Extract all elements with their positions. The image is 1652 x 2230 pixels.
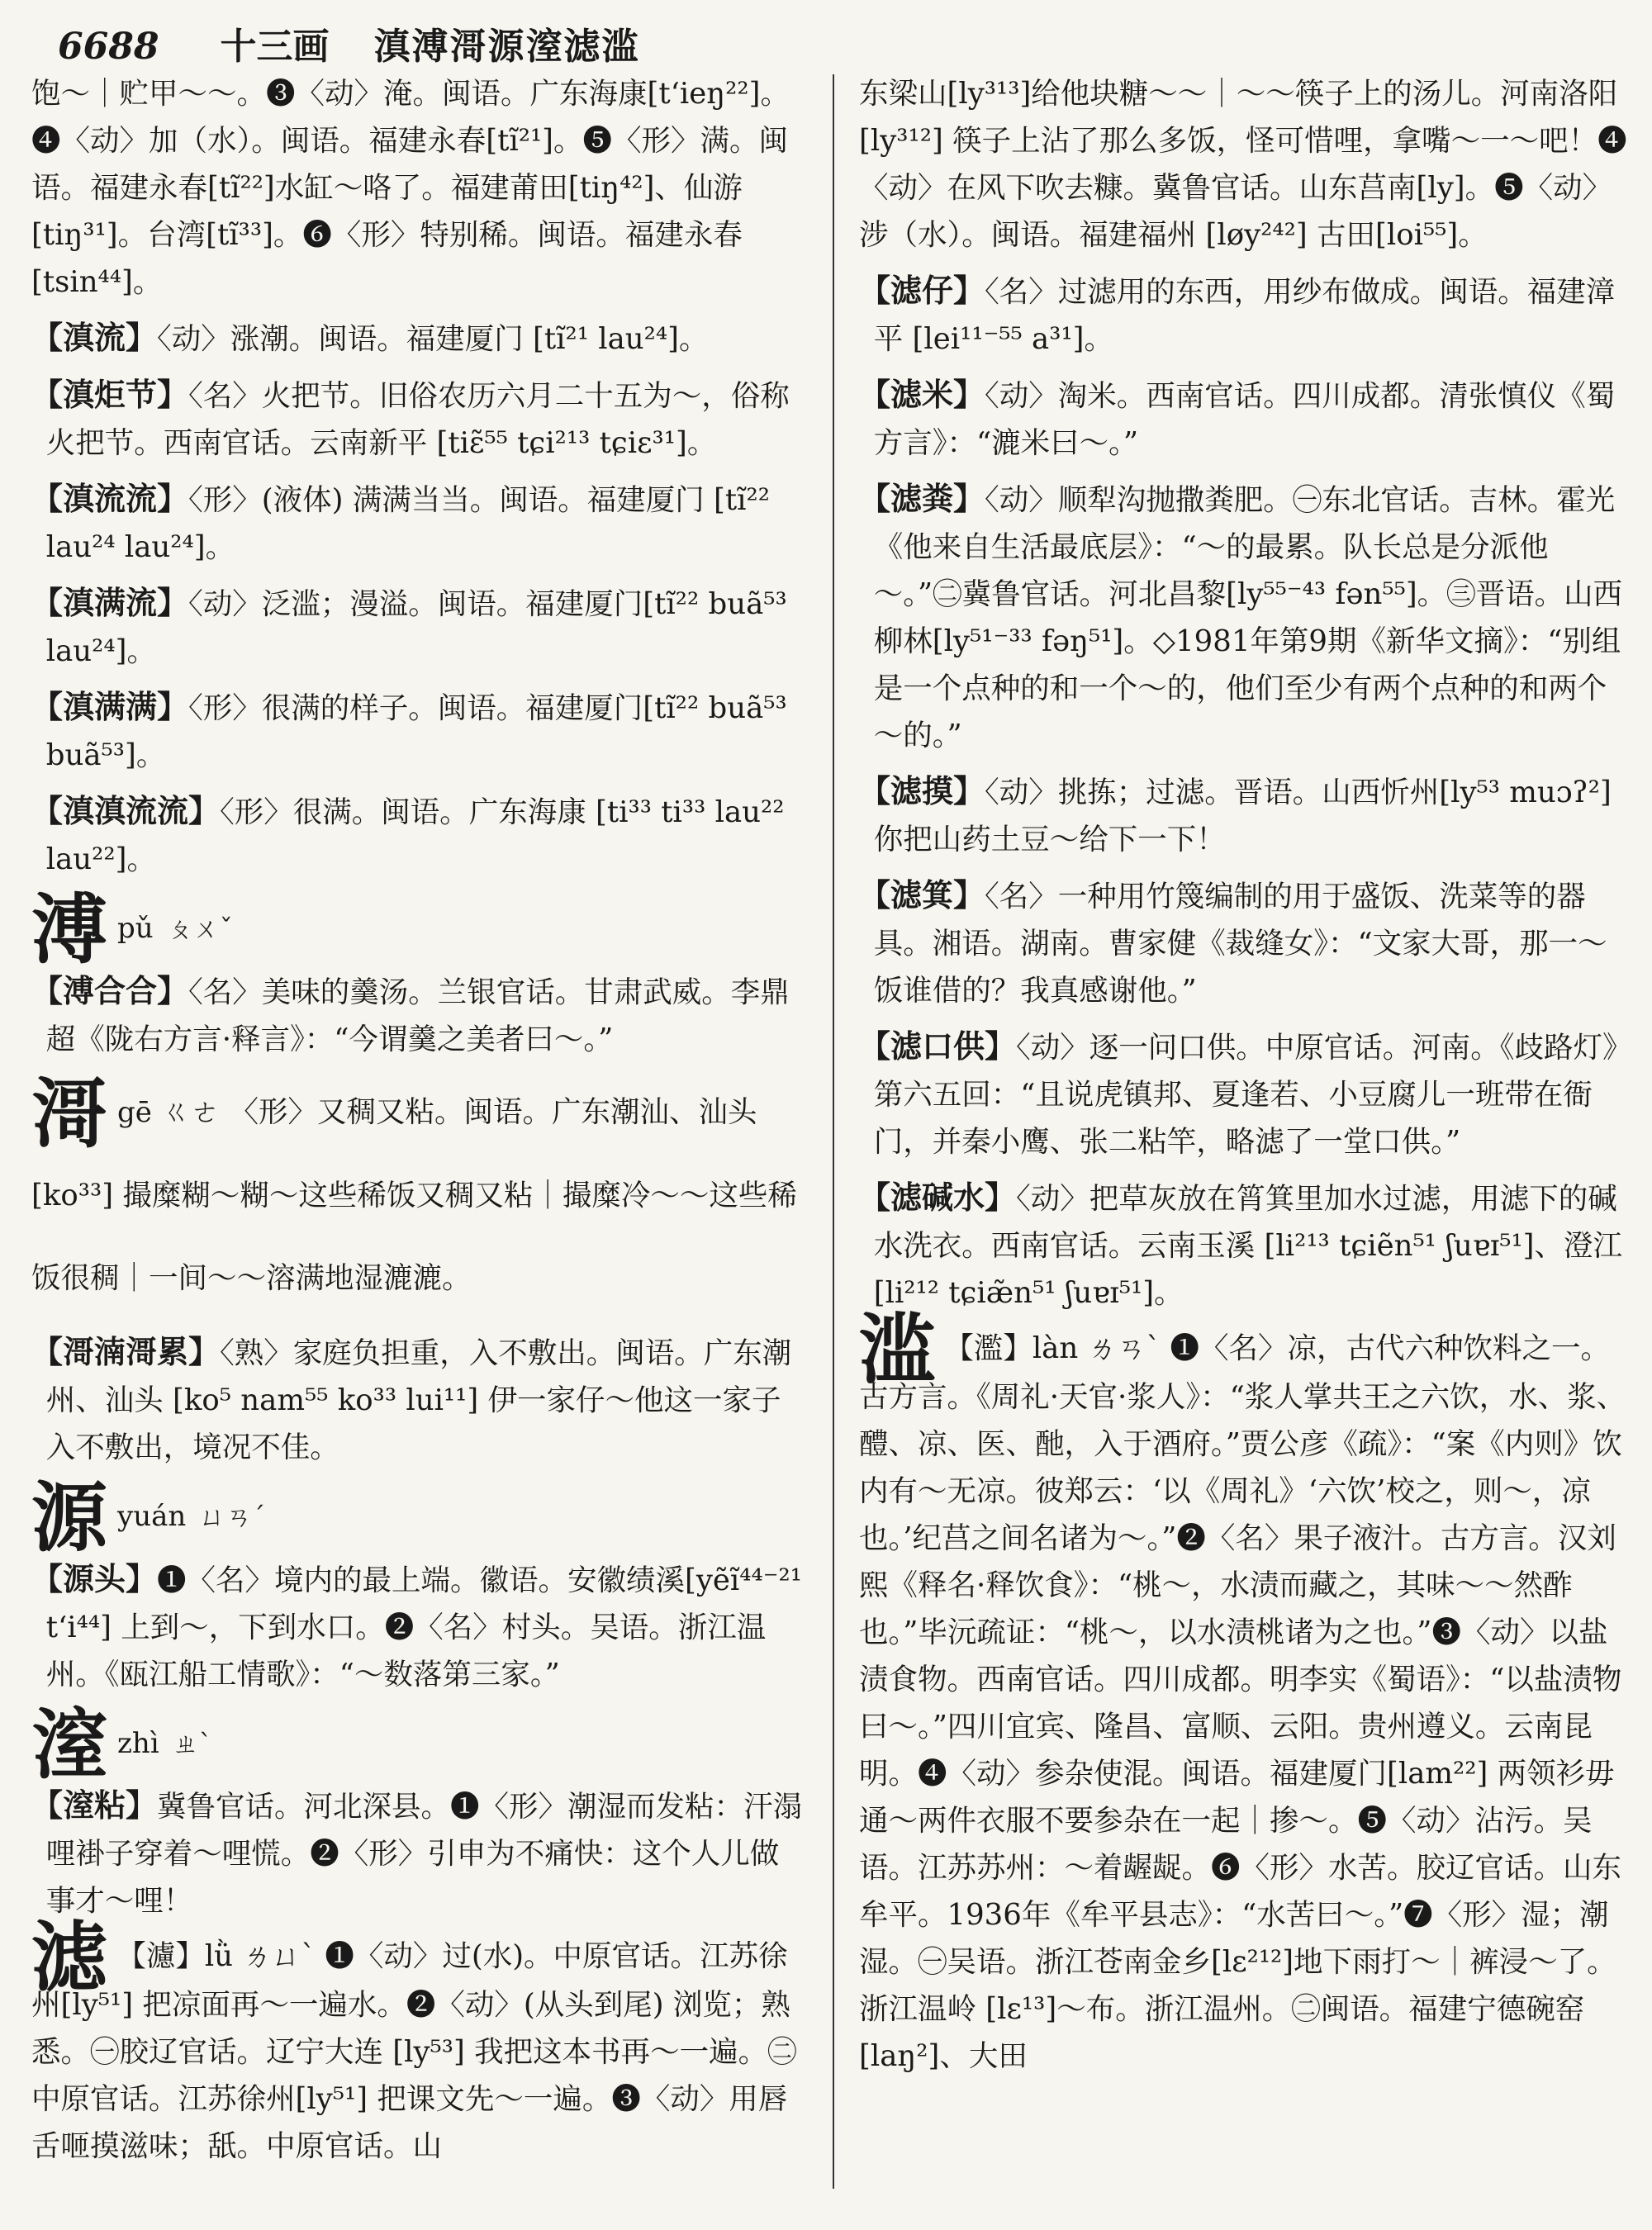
entry-body: 〈动〉把草灰放在筲箕里加水过滤，用滤下的碱水洗衣。西南官话。云南玉溪 [li²¹³ tɕiẽn⁵¹ ʃuɐɪ⁵¹]、澄江 [li²¹² tɕiæ̃n⁵¹ ʃuɐɪ⁵¹]。 xyxy=(873,1182,1623,1310)
header-chars: 滇溥滒源潌滤滥 xyxy=(373,26,640,68)
entry xyxy=(31,475,804,571)
continued-entry: 饱～｜贮甲～～。❸〈动〉淹。闽语。广东海康[t‘ieŋ²²]。❹〈动〉加（水）。闽语。福建永春[tĩ²¹]。❺〈形〉满。闽语。福建永春[tĩ²²]水缸～咯了。福建莆田[tiŋ⁴²]、仙游[tiŋ³¹]。台湾[tĩ³³]。❻〈形〉特别稀。闽语。福建永春[tsin⁴⁴]。 xyxy=(31,77,790,299)
headword-body: 【濾】lǜ ㄌㄩˋ ❶〈动〉过(水)。中原官话。江苏徐州[ly⁵¹] 把凉面再～一遍水。❷〈动〉(从头到尾) 浏览；熟悉。㊀胶辽官话。辽宁大连 [ly⁵³] 我把这本书再～一遍。㊁中原官话。江苏徐州[ly⁵¹] 把课文先～一遍。❸〈动〉用唇舌咂摸滋味；舐。中原官话。山 xyxy=(31,1939,797,2163)
entry xyxy=(859,371,1631,467)
entry-body: 〈名〉美味的羹汤。兰银官话。甘肃武威。李鼎超《陇右方言·释言》：“今谓羹之美者曰～。” xyxy=(45,975,790,1056)
headword-char: 源 xyxy=(31,1473,108,1563)
headword xyxy=(31,1071,804,1321)
headword-char: 滥 xyxy=(859,1305,936,1394)
entry-title: 【滇流流】 xyxy=(31,480,189,517)
entry xyxy=(31,967,804,1063)
entry-body: 〈名〉过滤用的东西，用纱布做成。闽语。福建漳平 [lei¹¹⁻⁵⁵ a³¹]。 xyxy=(873,275,1616,356)
entry xyxy=(31,314,804,363)
entry-title: 【滇炬节】 xyxy=(31,376,189,413)
page-number: 6688 xyxy=(58,26,159,68)
entry-body: 〈形〉很满的样子。闽语。福建厦门[tĩ²² buã⁵³ buã⁵³]。 xyxy=(45,691,787,772)
entry-title: 【滤摸】 xyxy=(859,772,985,809)
entry-title: 【滤口供】 xyxy=(859,1027,1017,1065)
entry-body: 〈动〉泛滥；漫溢。闽语。福建厦门[tĩ²² buã⁵³ lau²⁴]。 xyxy=(45,587,787,668)
entry-title: 【滤箕】 xyxy=(859,876,985,913)
headword-char: 滒 xyxy=(31,1069,108,1158)
entry-title: 【滒湳滒累】 xyxy=(31,1333,221,1370)
entry-body: 〈形〉很满。闽语。广东海康 [ti³³ ti³³ lau²² lau²²]。 xyxy=(45,795,785,876)
entry-title: 【滇滇流流】 xyxy=(31,792,221,829)
entry-body: 〈动〉淘米。西南官话。四川成都。清张慎仪《蜀方言》：“漉米曰～。” xyxy=(873,379,1616,460)
entry xyxy=(31,683,804,779)
entry xyxy=(859,267,1631,363)
headword-zhuyin: ㄆㄨˇ xyxy=(166,913,233,944)
entry-title: 【滇满满】 xyxy=(31,688,189,725)
headword-char: 潌 xyxy=(31,1700,108,1789)
headword xyxy=(31,1700,804,1789)
entry xyxy=(31,371,804,467)
entry xyxy=(859,1022,1631,1165)
headword xyxy=(31,1913,804,2170)
headword xyxy=(31,1473,804,1563)
section-label: 十三画 xyxy=(220,26,330,68)
headword-pinyin: zhì xyxy=(117,1726,159,1760)
headword xyxy=(859,1305,1631,2080)
entry-title: 【滤粪】 xyxy=(859,480,985,517)
continued-entry: 东梁山[ly³¹³]给他块糖～～｜～～筷子上的汤儿。河南洛阳 [ly³¹²] 筷子上沾了那么多饭，怪可惜哩，拿嘴～一～吧！❹〈动〉在风下吹去糠。冀鲁官话。山东莒南[ly]。❺〈动〉涉（水）。闽语。福建福州 [løy²⁴²] 古田[loi⁵⁵]。 xyxy=(859,77,1627,252)
headword-zhuyin: ㄓˋ xyxy=(172,1727,212,1759)
headword-body: 【濫】làn ㄌㄢˋ ❶〈名〉凉，古代六种饮料之一。古方言。《周礼·天官·浆人》：“浆人掌共王之六饮，水、浆、醴、凉、医、酏，入于酒府。”贾公彦《疏》：“案《内则》饮内有～无凉。彼郑云：‘以《周礼》‘六饮’校之，则～，凉也。’纪莒之间名诸为～。”❷〈名〉果子液汁。古方言。汉刘熙《释名·释饮食》：“桃～，水渍而藏之，其味～～然酢也。”毕沅疏证：“桃～，以水渍桃诸为之也。”❸〈动〉以盐渍食物。西南官话。四川成都。明李实《蜀语》：“以盐渍物曰～。”四川宜宾、隆昌、富顺、云阳。贵州遵义。云南昆明。❹〈动〉参杂使混。闽语。福建厦门[lam²²] 两领衫毋通～两件衣服不要参杂在一起｜掺～。❺〈动〉沾污。吴语。江苏苏州：～着龌龊。❻〈形〉水苦。胶辽官话。山东牟平。1936年《牟平县志》：“水苦曰～。”❼〈形〉湿；潮湿。㊀吴语。浙江苍南金乡[lɛ²¹²]地下雨打～｜裤浸～了。浙江温岭 [lɛ¹³]～布。浙江温州。㊁闽语。福建宁德碗窑[laŋ²]、大田 xyxy=(859,1331,1626,2073)
column-divider xyxy=(833,74,834,2189)
headword xyxy=(31,885,804,975)
headword-pinyin: yuán xyxy=(117,1500,187,1533)
entry-title: 【溥合合】 xyxy=(31,971,189,1009)
entry-title: 【滇满流】 xyxy=(31,584,189,621)
headword-pinyin: pǔ xyxy=(117,912,154,945)
entry xyxy=(31,787,804,883)
headword-zhuyin: ㄍㄜ xyxy=(161,1094,221,1129)
entry xyxy=(859,1174,1631,1317)
headword-char: 滤 xyxy=(31,1913,108,2002)
entry-title: 【滤碱水】 xyxy=(859,1179,1017,1216)
headword-char: 溥 xyxy=(31,885,108,975)
entry-body: 〈名〉一种用竹篾编制的用于盛饭、洗菜等的器具。湘语。湖南。曹家健《裁缝女》：“文家大哥，那一～饭谁借的？我真感谢他。” xyxy=(873,880,1607,1008)
entry-title: 【滤米】 xyxy=(859,376,985,413)
entry-body: 冀鲁官话。河北深县。❶〈形〉潮湿而发粘：汗溻哩褂子穿着～哩慌。❷〈形〉引申为不痛快：这个人儿做事才～哩！ xyxy=(45,1790,803,1918)
entry-body: 〈熟〉家庭负担重，入不敷出。闽语。广东潮州、汕头 [ko⁵ nam⁵⁵ ko³³ lui¹¹] 伊一家仔～他这一家子入不敷出，境况不佳。 xyxy=(45,1336,792,1464)
entry xyxy=(31,579,804,675)
headword-pinyin: gē xyxy=(117,1095,152,1129)
entry-body: 〈动〉逐一问口供。中原官话。河南。《歧路灯》第六五回：“且说虎镇邦、夏逢若、小豆腐儿一班带在衙门，并秦小鹰、张二粘竿，略滤了一堂口供。” xyxy=(873,1031,1617,1159)
entry xyxy=(31,1782,804,1924)
left-column xyxy=(31,70,804,2197)
entry xyxy=(859,871,1631,1014)
entry-title: 【滇流】 xyxy=(31,319,158,356)
entry-title: 【潌粘】 xyxy=(31,1786,158,1824)
entry-body: ❶〈名〉境内的最上端。徽语。安徽绩溪[yẽĩ⁴⁴⁻²¹ t‘i⁴⁴] 上到～，下到水口。❷〈名〉村头。吴语。浙江温州。《瓯江船工情歌》：“～数落第三家。” xyxy=(45,1563,802,1691)
entry-body: 〈动〉顺犁沟抛撒粪肥。㊀东北官话。吉林。霍光《他来自生活最底层》：“～的最累。队长总是分派他～。”㊁冀鲁官话。河北昌黎[ly⁵⁵⁻⁴³ fən⁵⁵]。㊂晋语。山西柳林[ly⁵¹⁻³³ fəŋ⁵¹]。◇1981年第9期《新华文摘》：“别组是一个点种的和一个～的，他们至少有两个点种的和两个～的。” xyxy=(873,483,1623,752)
entry xyxy=(31,1555,804,1698)
headword-body: 〈形〉又稠又粘。闽语。广东潮汕、汕头[ko³³] 撮糜糊～糊～这些稀饭又稠又粘｜撮糜冷～～这些稀饭很稠｜一间～～溶满地湿漉漉。 xyxy=(31,1094,797,1295)
entry xyxy=(859,767,1631,863)
entry xyxy=(859,475,1631,759)
headword-zhuyin: ㄩㄢˊ xyxy=(199,1501,266,1532)
entry-body: 〈动〉涨潮。闽语。福建厦门 [tĩ²¹ lau²⁴]。 xyxy=(157,322,709,356)
entry-body: 〈动〉挑拣；过滤。晋语。山西忻州[ly⁵³ muɔʔ²] 你把山药土豆～给下一下！ xyxy=(873,776,1612,856)
entry xyxy=(31,1328,804,1471)
page-header xyxy=(58,18,1611,76)
entry-body: 〈名〉火把节。旧俗农历六月二十五为～，俗称火把节。西南官话。云南新平 [tiɛ̃⁵⁵ tɕi²¹³ tɕiɛ³¹]。 xyxy=(45,379,790,460)
right-column xyxy=(859,70,1631,2197)
entry-title: 【滤仔】 xyxy=(859,272,985,309)
entry-body: 〈形〉(液体) 满满当当。闽语。福建厦门 [tĩ²² lau²⁴ lau²⁴]。 xyxy=(45,483,770,564)
entry-title: 【源头】 xyxy=(31,1559,158,1597)
